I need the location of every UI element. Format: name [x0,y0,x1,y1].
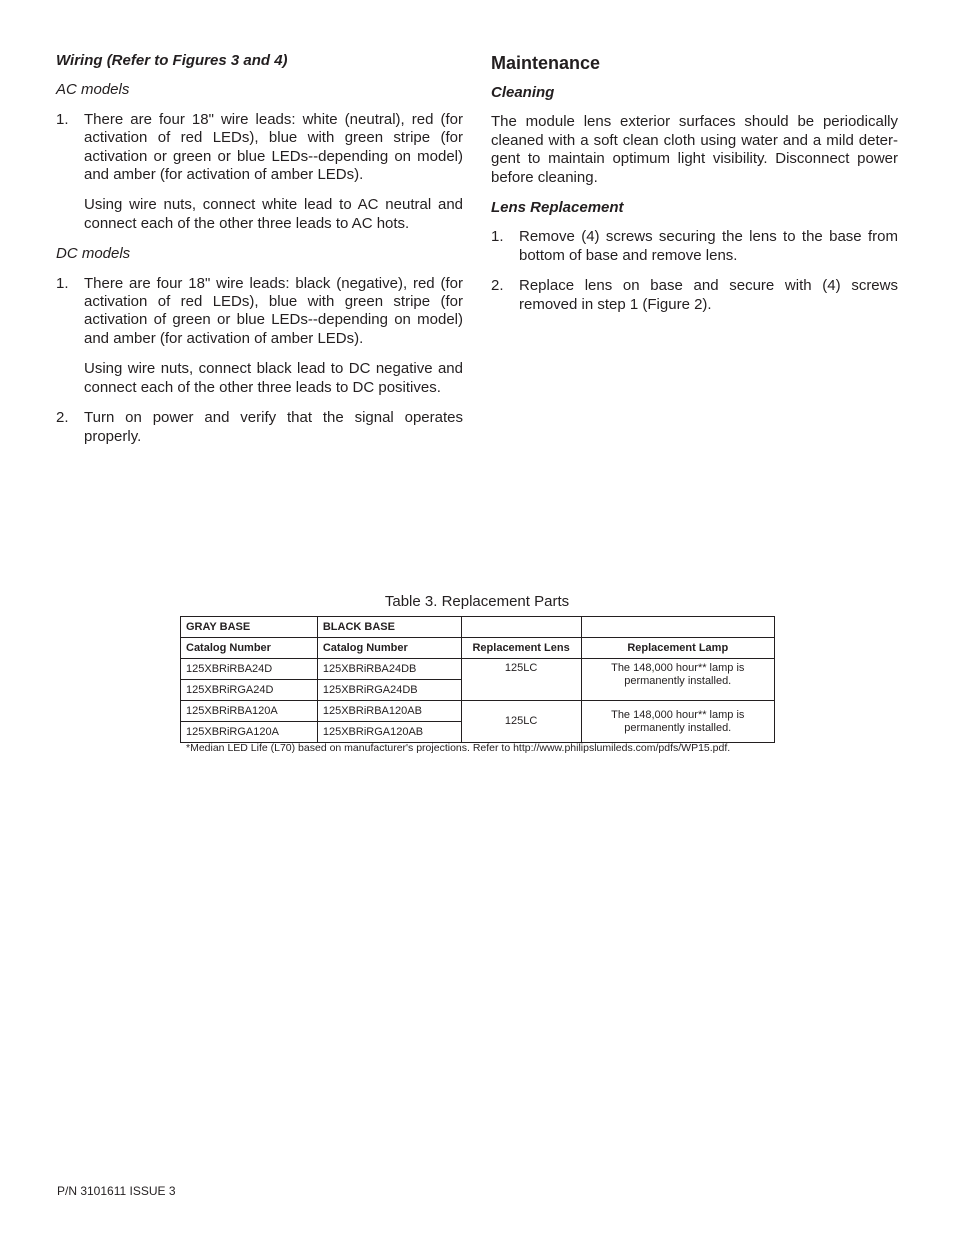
wiring-heading: Wiring (Refer to Figures 3 and 4) [56,52,288,69]
list-number: 1. [56,110,69,128]
dc-step-1-wire-nuts: Using wire nuts, connect black lead to DC negative and connect each of the other three leads to DC positives. [84,360,463,396]
list-number: 2. [491,277,504,295]
gray-catalog-cell: 125XBRiRGA24D [181,680,318,701]
lens-cell: 125LC [461,701,581,743]
lamp-cell: The 148,000 hour** lamp is permanently installed. [581,659,775,701]
gray-catalog-cell: 125XBRiRBA24D [181,659,318,680]
replacement-lens-header: Replacement Lens [461,638,581,659]
dc-step-1 [56,275,463,397]
black-catalog-cell: 125XBRiRGA24DB [317,680,461,701]
table-header-row [181,617,775,638]
ac-step-1 [56,111,463,233]
black-base-header: BLACK BASE [317,617,461,638]
catalog-number-header: Catalog Number [181,638,318,659]
lens-cell: 125LC [461,659,581,701]
dc-step-1-text: There are four 18" wire leads: black (negative), red (for activation of red LEDs), blue with green stripe (for activation of green or blue LEDs--depending on model) and amber (for activation of amber LEDs). [84,274,463,347]
empty-header-cell [461,617,581,638]
table-footnote: *Median LED Life (L70) based on manufacturer's projections. Refer to http://www.philipslumileds.com/pdfs/WP15.pdf. [186,742,731,754]
dc-step-2-text: Turn on power and verify that the signal operates properly. [84,409,463,445]
black-catalog-cell: 125XBRiRBA120AB [317,701,461,722]
dc-models-heading: DC models [56,245,131,263]
lens-step-1 [491,228,898,265]
table-caption: Table 3. Replacement Parts [384,593,570,610]
black-catalog-cell: 125XBRiRBA24DB [317,659,461,680]
table-row [181,659,775,680]
list-number: 1. [56,274,69,292]
cleaning-heading: Cleaning [491,84,555,101]
left-column [56,52,463,458]
black-catalog-cell: 125XBRiRGA120AB [317,722,461,743]
table-subheader-row [181,638,775,659]
gray-base-header: GRAY BASE [181,617,318,638]
dc-step-2 [56,409,463,446]
lens-step-1-text: Remove (4) screws securing the lens to the base from bottom of base and remove lens. [519,228,898,264]
gray-catalog-cell: 125XBRiRGA120A [181,722,318,743]
ac-models-heading: AC models [56,81,130,99]
lens-replacement-heading: Lens Replacement [491,199,624,217]
ac-step-1-wire-nuts: Using wire nuts, connect white lead to AC neutral and connect each of the other three leads to AC hots. [84,196,463,232]
lens-step-2 [491,277,898,314]
gray-catalog-cell: 125XBRiRBA120A [181,701,318,722]
replacement-lamp-header: Replacement Lamp [581,638,775,659]
part-number-footer: P/N 3101611 ISSUE 3 [57,1184,176,1198]
catalog-number-header: Catalog Number [317,638,461,659]
empty-header-cell [581,617,775,638]
right-column [491,52,898,326]
replacement-parts-table [180,616,775,743]
lens-step-2-text: Replace lens on base and secure with (4) screws removed in step 1 (Figure 2). [519,277,898,313]
maintenance-heading: Maintenance [491,53,601,73]
table-row [181,701,775,722]
list-number: 1. [491,228,504,246]
cleaning-text: The module lens exterior surfaces should be periodically cleaned with a soft clean cloth using water and a mild deter-gent to maintain optimum light visibility. Disconnect power before cleaning. [491,113,898,186]
ac-step-1-text: There are four 18" wire leads: white (neutral), red (for activation of red LEDs), blue with green stripe (for activation or green or blue LEDs--depending on model) and amber (for activation of amber LEDs). [84,110,463,184]
lamp-cell: The 148,000 hour** lamp is permanently installed. [581,701,775,743]
list-number: 2. [56,409,69,427]
